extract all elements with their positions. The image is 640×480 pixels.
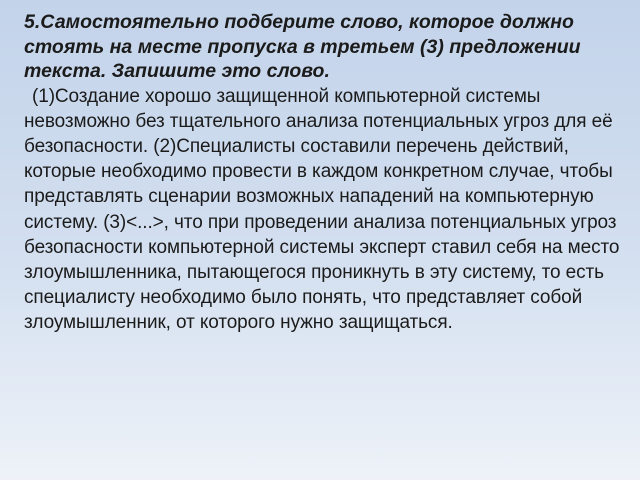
- task-heading: 5.Самостоятельно подберите слово, которое должно стоять на месте пропуска в третьем (3) предложении текста. Запишите это слово.: [24, 11, 581, 82]
- task-text: (1)Создание хорошо защищенной компьютерной системы невозможно без тщательного анализа потенциальных угроз для её безопасности. (2)Специалисты составили перечень действий, которые необходимо провести в каждом конкретном случае, чтобы представлять сценарии возможных нападений на компьютерную систему. (3)<...>, что при проведении анализа потенциальных угроз безопасности компьютерной системы эксперт ставил себя на место злоумышленника, пытающегося проникнуть в эту систему, то есть специалисту необходимо было понять, что представляет собой злоумышленник, от которого нужно защищаться.: [24, 85, 620, 334]
- task-content: [24, 10, 624, 336]
